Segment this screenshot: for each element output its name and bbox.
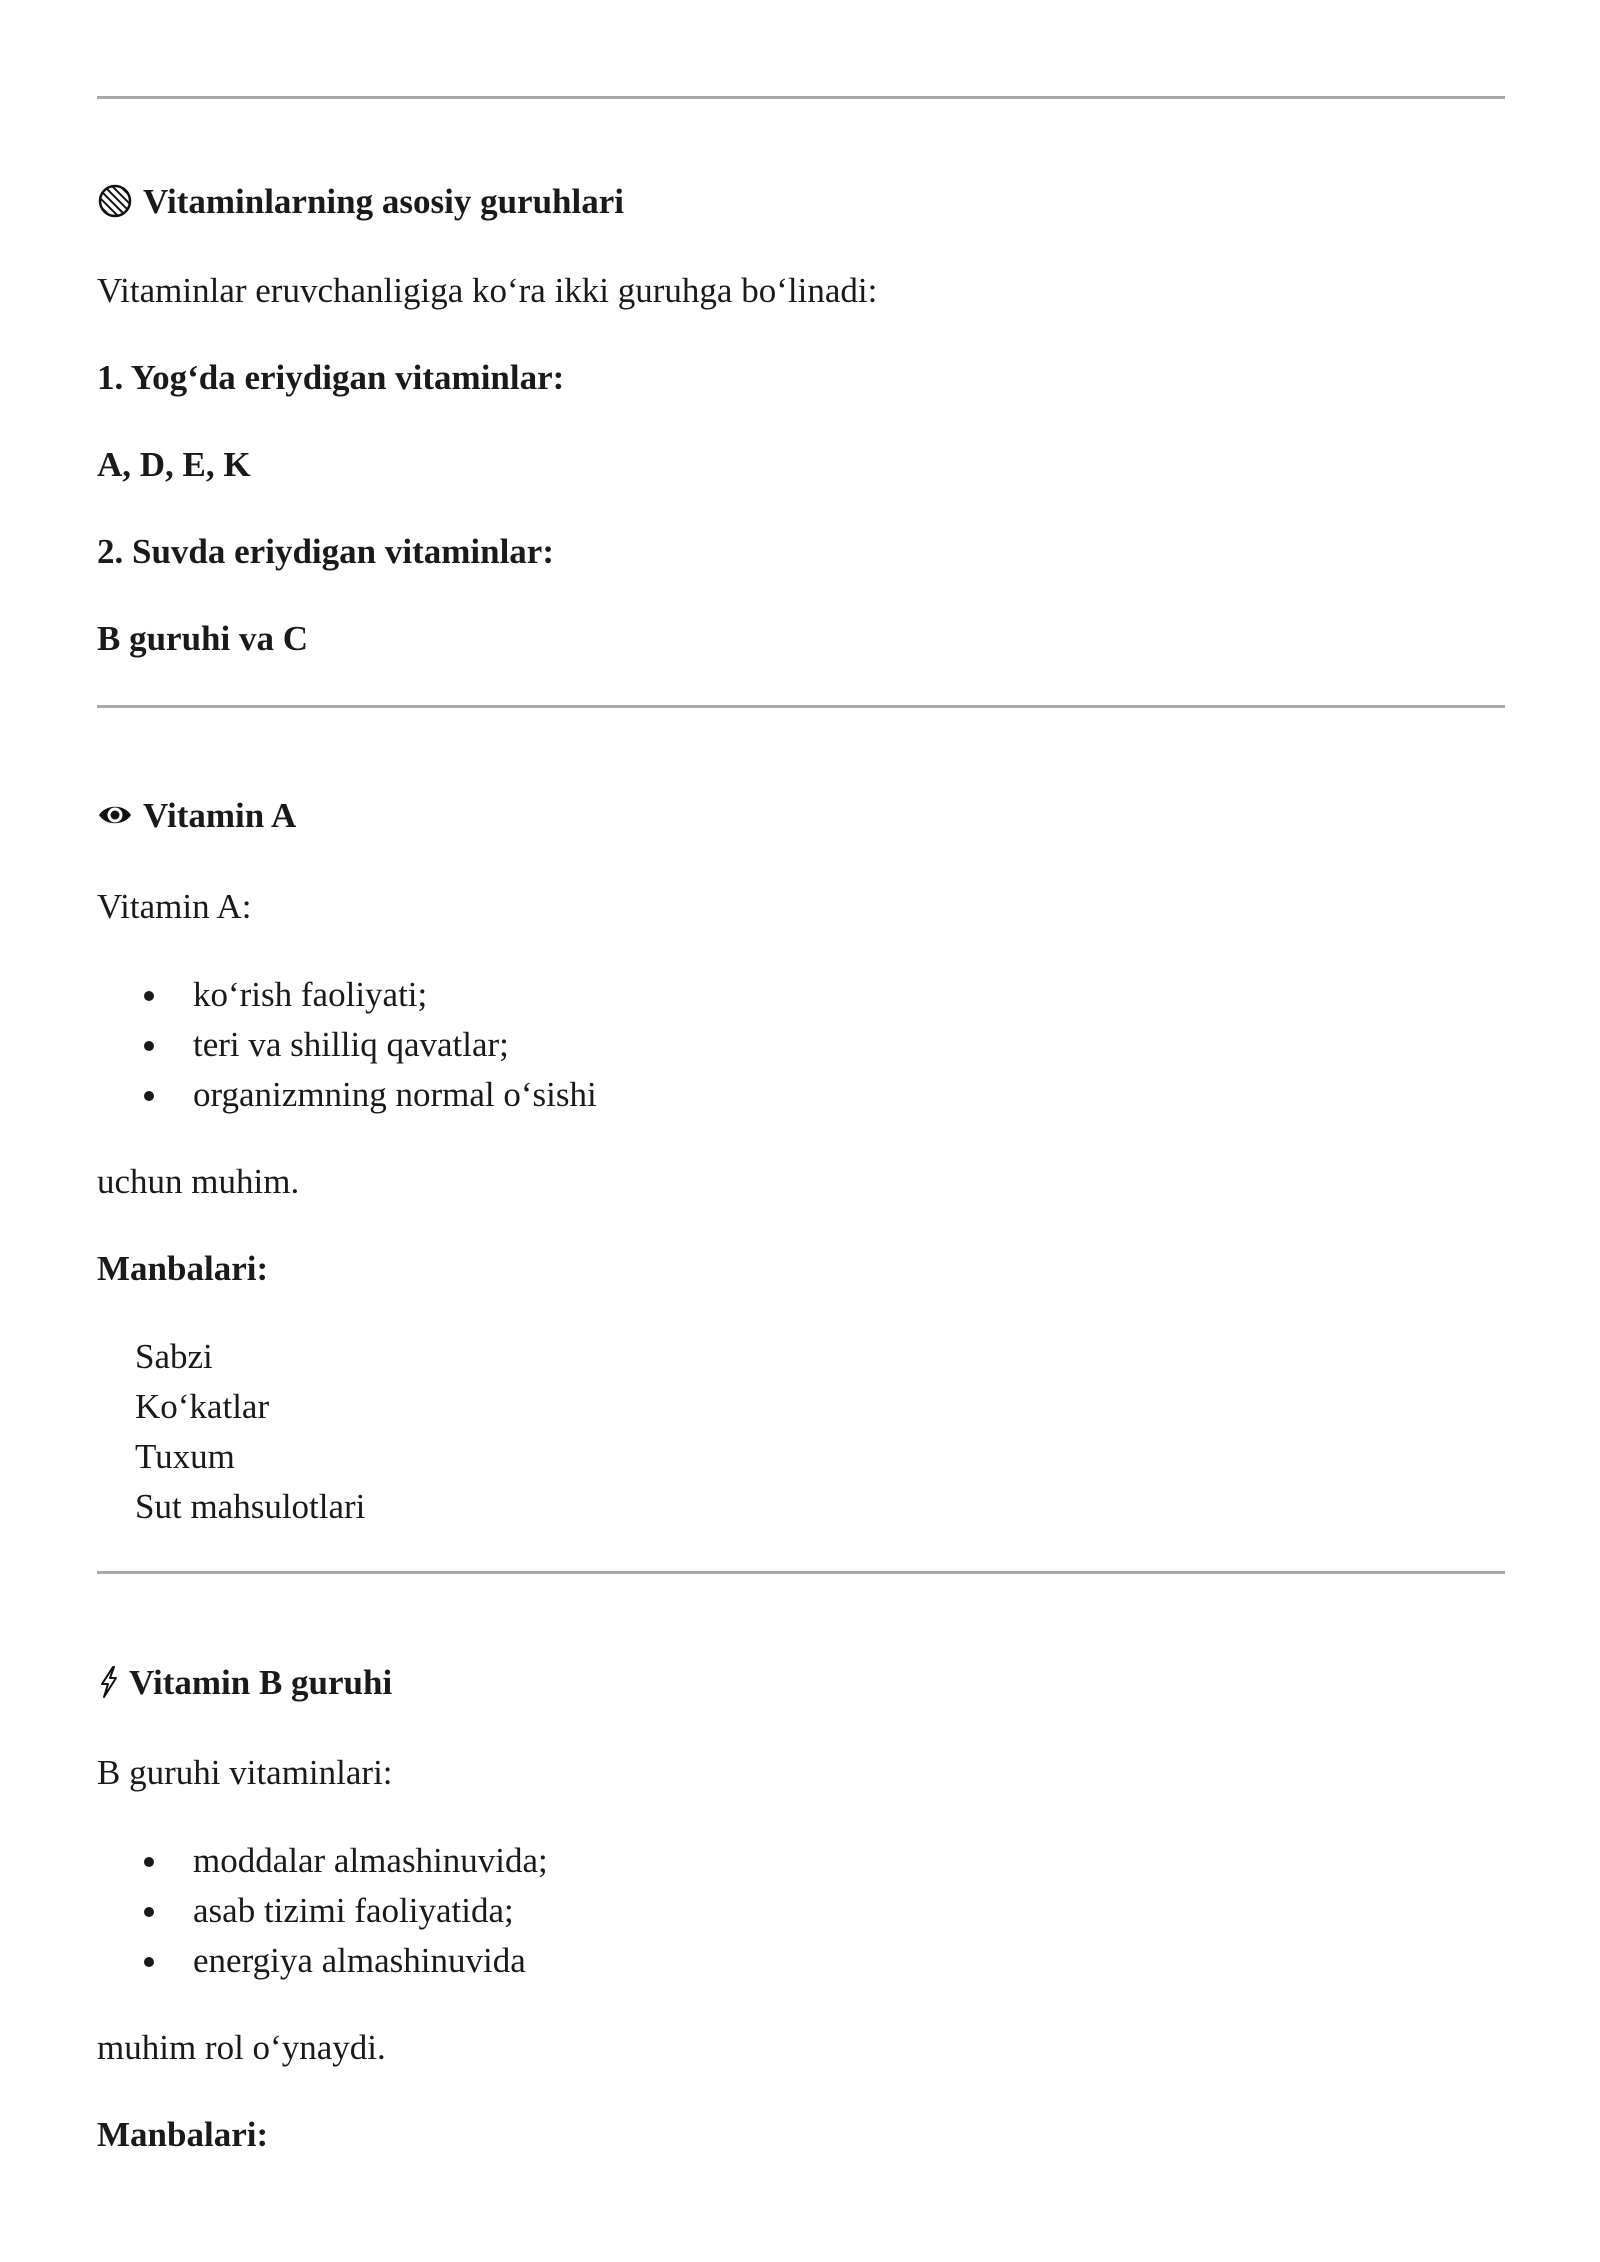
list-item: teri va shilliq qavatlar;	[97, 1020, 597, 1070]
subheading: 2. Suvda eriydigan vitaminlar:	[97, 532, 554, 571]
vitamin-list-text: B guruhi va C	[97, 619, 309, 658]
sources-label: Manbalari:	[97, 2115, 269, 2154]
paragraph: uchun muhim.	[97, 1162, 300, 1201]
bullet-icon	[144, 1957, 154, 1967]
list-item: moddalar almashinuvida;	[97, 1836, 548, 1886]
horizontal-divider	[97, 705, 1505, 708]
eye-icon	[97, 797, 133, 833]
section-heading	[97, 180, 624, 224]
list-item: energiya almashinuvida	[97, 1936, 548, 1986]
paragraph: muhim rol o‘ynaydi.	[97, 2028, 386, 2067]
paragraph: B guruhi vitaminlari:	[97, 1753, 393, 1792]
paragraph: Vitaminlar eruvchanligiga ko‘ra ikki guruhga bo‘linadi:	[97, 271, 878, 310]
bullet-icon	[144, 1041, 154, 1051]
section-heading-text: Vitamin A	[143, 796, 297, 835]
lightning-icon	[97, 1664, 121, 1700]
horizontal-divider	[97, 96, 1505, 99]
subheading: 1. Yog‘da eriydigan vitaminlar:	[97, 358, 565, 397]
horizontal-divider	[97, 1571, 1505, 1574]
list-item: asab tizimi faoliyatida;	[97, 1886, 548, 1936]
bullet-list	[97, 1836, 548, 1986]
section-heading-text: Vitaminlarning asosiy guruhlari	[143, 182, 624, 221]
vitamin-list-text: A, D, E, K	[97, 445, 251, 484]
sources-list	[135, 1332, 365, 1532]
bullet-list	[97, 970, 597, 1120]
section-heading-text: Vitamin B guruhi	[129, 1663, 393, 1702]
list-item: Tuxum	[135, 1437, 235, 1476]
bullet-icon	[144, 1857, 154, 1867]
sources-label: Manbalari:	[97, 1249, 269, 1288]
document-page	[97, 0, 1505, 2262]
list-item: Sut mahsulotlari	[135, 1487, 366, 1526]
bullet-icon	[144, 1907, 154, 1917]
list-item: organizmning normal o‘sishi	[97, 1070, 597, 1120]
section-heading	[97, 1661, 392, 1705]
list-item: ko‘rish faoliyati;	[97, 970, 597, 1020]
list-item: Ko‘katlar	[135, 1387, 270, 1426]
section-heading	[97, 794, 296, 838]
hatched-circle-icon	[97, 183, 133, 219]
bullet-icon	[144, 1091, 154, 1101]
bullet-icon	[144, 991, 154, 1001]
paragraph: Vitamin A:	[97, 887, 252, 926]
list-item: Sabzi	[135, 1337, 213, 1376]
